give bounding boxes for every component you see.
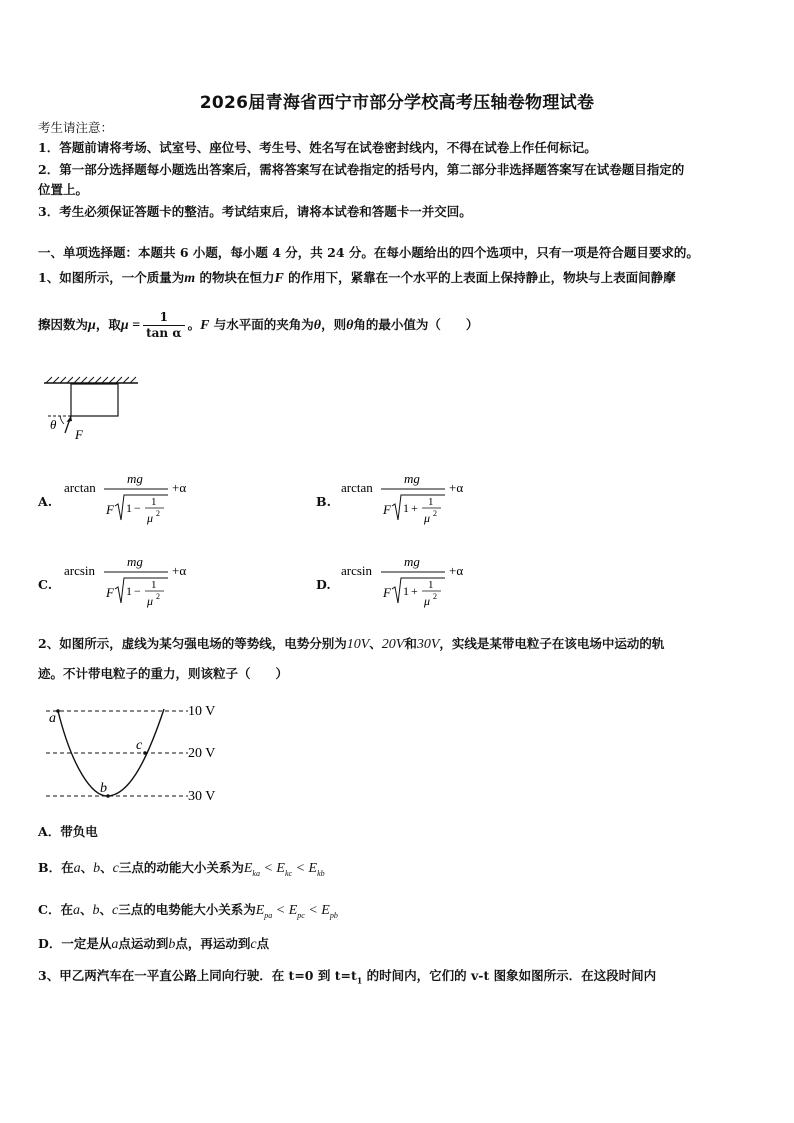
- q1-var-f: F: [200, 318, 210, 333]
- q2-text: ，实线是某带电粒子在该电场中运动的轨: [439, 636, 665, 651]
- inner-one: 1: [126, 501, 132, 515]
- var-c: c: [112, 861, 119, 876]
- option-text: 三点的电势能大小关系为: [118, 902, 256, 917]
- fraction-denominator: tan α: [146, 326, 182, 340]
- inner-numerator: 1: [428, 579, 434, 591]
- q1-block-diagram: [38, 375, 148, 445]
- notice-item-2-cont: 位置上。: [38, 182, 89, 197]
- formula-tail: +α: [172, 563, 187, 578]
- q1-mu-equals: μ =: [120, 318, 141, 333]
- q1-option-b-formula[interactable]: [337, 468, 477, 530]
- section-heading: 一、单项选择题：本题共 6 小题，每小题 4 分，共 24 分。在每小题给出的四个选项中，只有一项是符合题目要求的。: [38, 245, 699, 260]
- option-text: 带负电: [60, 824, 98, 839]
- var-a: a: [111, 937, 119, 952]
- option-letter: C．: [38, 902, 61, 917]
- label-a: a: [49, 711, 56, 726]
- label-30v: 30 V: [188, 789, 216, 804]
- q1-option-c-formula[interactable]: [60, 551, 200, 613]
- q2-potential-10: 10V: [346, 637, 370, 652]
- formula-tail: +α: [449, 563, 464, 578]
- energy-subscript: pc: [297, 910, 305, 920]
- inner-sign: −: [134, 501, 141, 515]
- q1-mu-fraction: [143, 310, 184, 341]
- inner-denominator: μ: [424, 511, 431, 525]
- func-name: arctan: [341, 480, 373, 495]
- option-letter: D．: [38, 936, 62, 951]
- q1-var-mu: μ: [88, 318, 96, 333]
- func-name: arcsin: [341, 563, 373, 578]
- q3-subscript: 1: [356, 975, 363, 986]
- option-text: 一定是从: [61, 936, 112, 951]
- relation-symbol: < E: [272, 903, 298, 918]
- label-20v: 20 V: [188, 746, 216, 761]
- energy-symbol: E: [243, 861, 253, 876]
- inner-numerator: 1: [151, 579, 157, 591]
- formula-numerator: mg: [404, 554, 420, 569]
- q1-option-b-letter[interactable]: B.: [316, 494, 331, 509]
- option-text: 、: [80, 860, 94, 875]
- ceiling-hatching: [46, 377, 136, 383]
- option-text: 在: [60, 902, 73, 917]
- q1-option-a-letter[interactable]: A.: [38, 494, 53, 509]
- q1-var-theta: θ: [313, 318, 322, 333]
- q1-text: 擦因数为: [38, 317, 89, 332]
- kinetic-energy-relation: [244, 861, 325, 876]
- notice-item-3: 3．考生必须保证答题卡的整洁。考试结束后，请将本试卷和答题卡一并交回。: [38, 204, 472, 219]
- var-a: a: [73, 861, 81, 876]
- q1-text: 。: [187, 317, 201, 332]
- fraction-numerator: 1: [143, 310, 184, 326]
- force-label: F: [75, 427, 83, 442]
- point-a-marker: [56, 709, 60, 713]
- inner-one: 1: [403, 584, 409, 598]
- var-c: c: [112, 903, 119, 918]
- q2-equipotential-diagram: [38, 697, 238, 809]
- label-10v: 10 V: [188, 704, 216, 719]
- formula-F: F: [383, 502, 391, 517]
- q1-var-m: m: [184, 271, 196, 286]
- block: [71, 384, 118, 416]
- inner-denominator: μ: [147, 594, 154, 608]
- option-text: 三点的动能大小关系为: [118, 860, 244, 875]
- var-b: b: [168, 937, 176, 952]
- inner-one: 1: [403, 501, 409, 515]
- q2-line-2: 迹。不计带电粒子的重力，则该粒子（ ）: [38, 666, 289, 681]
- notice-heading: 考生请注意：: [38, 120, 114, 135]
- relation-symbol: < E: [259, 861, 285, 876]
- inner-denominator: μ: [424, 594, 431, 608]
- energy-subscript: pb: [329, 910, 338, 920]
- option-text: 在: [61, 860, 74, 875]
- angle-arc: [60, 416, 64, 424]
- q2-text: 、: [369, 636, 382, 651]
- formula-F: F: [106, 502, 114, 517]
- inner-exponent: 2: [433, 592, 437, 601]
- q2-line-1: [38, 634, 664, 655]
- q2-potential-30: 30V: [416, 637, 440, 652]
- notice-item-1: 1．答题前请将考场、试室号、座位号、考生号、姓名写在试卷密封线内，不得在试卷上作任何标记。: [38, 140, 597, 155]
- inner-exponent: 2: [156, 509, 160, 518]
- inner-denominator: μ: [147, 511, 154, 525]
- inner-sign: −: [134, 584, 141, 598]
- q1-line-1: [38, 268, 676, 289]
- q1-option-c-letter[interactable]: C.: [38, 577, 53, 592]
- point-c-marker: [143, 751, 147, 755]
- force-arrowhead: [67, 416, 73, 422]
- option-text: 点运动到: [118, 936, 169, 951]
- q1-var-f: F: [274, 271, 284, 286]
- sqrt-sign: [115, 578, 168, 603]
- option-text: 点: [256, 936, 270, 951]
- func-name: arctan: [64, 480, 96, 495]
- q2-option-b[interactable]: [38, 858, 325, 884]
- q1-text: ，取: [95, 317, 121, 332]
- inner-sign: +: [411, 584, 418, 598]
- inner-exponent: 2: [433, 509, 437, 518]
- q3-text: 的时间内，它们的 v-t 图象如图所示．在这段时间内: [362, 968, 657, 983]
- var-a: a: [72, 903, 80, 918]
- q2-text: 2、如图所示，虚线为某匀强电场的等势线，电势分别为: [38, 636, 347, 651]
- page-title: 2026届青海省西宁市部分学校高考压轴卷物理试卷: [199, 93, 595, 113]
- q1-text: 的物块在恒力: [199, 270, 275, 285]
- q1-option-a-formula[interactable]: [60, 468, 200, 530]
- inner-numerator: 1: [428, 496, 434, 508]
- var-b: b: [92, 903, 100, 918]
- option-letter: B．: [38, 860, 62, 875]
- energy-subscript: pa: [264, 910, 273, 920]
- energy-subscript: ka: [252, 868, 260, 878]
- q2-text: 和: [404, 636, 417, 651]
- inner-one: 1: [126, 584, 132, 598]
- q2-option-a[interactable]: [38, 822, 98, 842]
- q2-option-c[interactable]: [38, 900, 338, 926]
- option-text: 点，再运动到: [175, 936, 251, 951]
- label-c: c: [136, 738, 143, 753]
- var-c: c: [250, 937, 257, 952]
- formula-F: F: [383, 585, 391, 600]
- option-text: 、: [79, 902, 93, 917]
- energy-subscript: kb: [317, 868, 325, 878]
- formula-tail: +α: [172, 480, 187, 495]
- q1-text: 角的最小值为（ ）: [353, 317, 479, 332]
- q1-option-d-letter[interactable]: D.: [316, 577, 331, 592]
- inner-sign: +: [411, 501, 418, 515]
- option-text: 、: [99, 902, 112, 917]
- q1-text: 与水平面的夹角为: [213, 317, 314, 332]
- inner-numerator: 1: [151, 496, 157, 508]
- relation-symbol: < E: [292, 861, 318, 876]
- q1-text: ，则: [321, 317, 347, 332]
- relation-symbol: < E: [304, 903, 330, 918]
- potential-energy-relation: [256, 903, 338, 918]
- func-name: arcsin: [64, 563, 96, 578]
- formula-F: F: [106, 585, 114, 600]
- q3-text: 3、甲乙两汽车在一平直公路上同向行驶．在 t=0 到 t=t: [38, 968, 357, 983]
- var-b: b: [93, 861, 101, 876]
- formula-tail: +α: [449, 480, 464, 495]
- option-text: 、: [100, 860, 113, 875]
- option-letter: A．: [38, 824, 61, 839]
- label-b: b: [100, 781, 107, 796]
- energy-symbol: E: [255, 903, 265, 918]
- q2-option-d[interactable]: [38, 934, 269, 955]
- inner-exponent: 2: [156, 592, 160, 601]
- formula-numerator: mg: [127, 554, 143, 569]
- formula-numerator: mg: [404, 471, 420, 486]
- sqrt-sign: [115, 495, 168, 520]
- notice-item-2: 2．第一部分选择题每小题选出答案后，需将答案写在试卷指定的括号内，第二部分非选择题答案写在试卷题目指定的: [38, 162, 685, 177]
- sqrt-sign: [392, 578, 445, 603]
- q1-var-theta: θ: [346, 318, 354, 333]
- sqrt-sign: [392, 495, 445, 520]
- q2-potential-20: 20V: [381, 637, 405, 652]
- q1-line-2: [38, 308, 478, 343]
- q3-line-1: [38, 966, 656, 991]
- theta-label: θ: [50, 417, 57, 432]
- q1-text: 1、如图所示，一个质量为: [38, 270, 185, 285]
- q1-option-d-formula[interactable]: [337, 551, 477, 613]
- energy-subscript: kc: [284, 868, 293, 878]
- q1-text: 的作用下，紧靠在一个水平的上表面上保持静止，物块与上表面间静摩: [288, 270, 676, 285]
- formula-numerator: mg: [127, 471, 143, 486]
